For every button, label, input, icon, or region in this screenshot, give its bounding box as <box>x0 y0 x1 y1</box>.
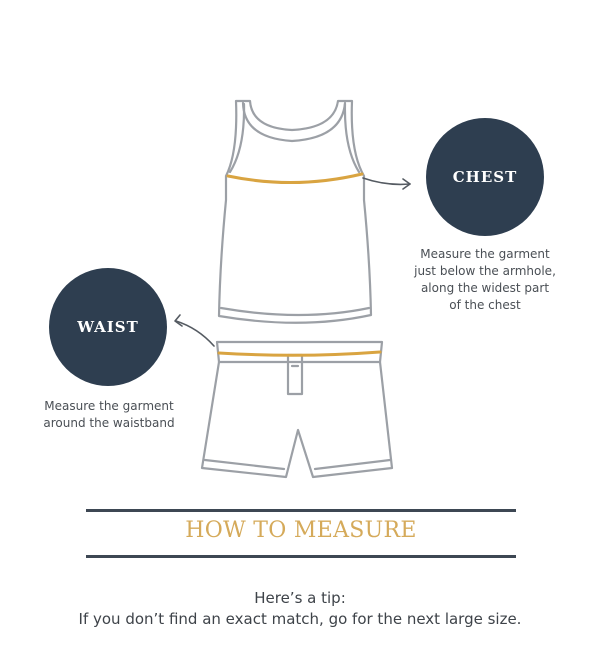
chest-instructions <box>395 246 575 314</box>
tank-top-icon <box>219 101 371 323</box>
chest-note-line: Measure the garment <box>420 247 550 261</box>
shorts-icon <box>202 342 392 477</box>
chest-badge <box>426 118 544 236</box>
chest-measure-line <box>228 174 362 183</box>
tip-text: If you don’t find an exact match, go for the next large size. <box>78 610 522 628</box>
waist-badge <box>49 268 167 386</box>
chest-note-line: of the chest <box>449 298 521 312</box>
tip-heading: Here’s a tip: <box>254 589 346 607</box>
chest-arrow-icon <box>363 178 410 189</box>
divider-bottom <box>86 555 516 558</box>
chest-note-line: along the widest part <box>420 281 550 295</box>
section-title: HOW TO MEASURE <box>185 518 417 543</box>
waist-instructions <box>30 398 188 432</box>
waist-note-line: around the waistband <box>43 416 175 430</box>
chest-label: CHEST <box>452 168 518 186</box>
waist-measure-line <box>219 352 380 355</box>
waist-label: WAIST <box>77 318 139 336</box>
chest-note-line: just below the armhole, <box>414 264 556 278</box>
waist-arrow-icon <box>175 315 214 346</box>
divider-top <box>86 509 516 512</box>
waist-note-line: Measure the garment <box>44 399 174 413</box>
